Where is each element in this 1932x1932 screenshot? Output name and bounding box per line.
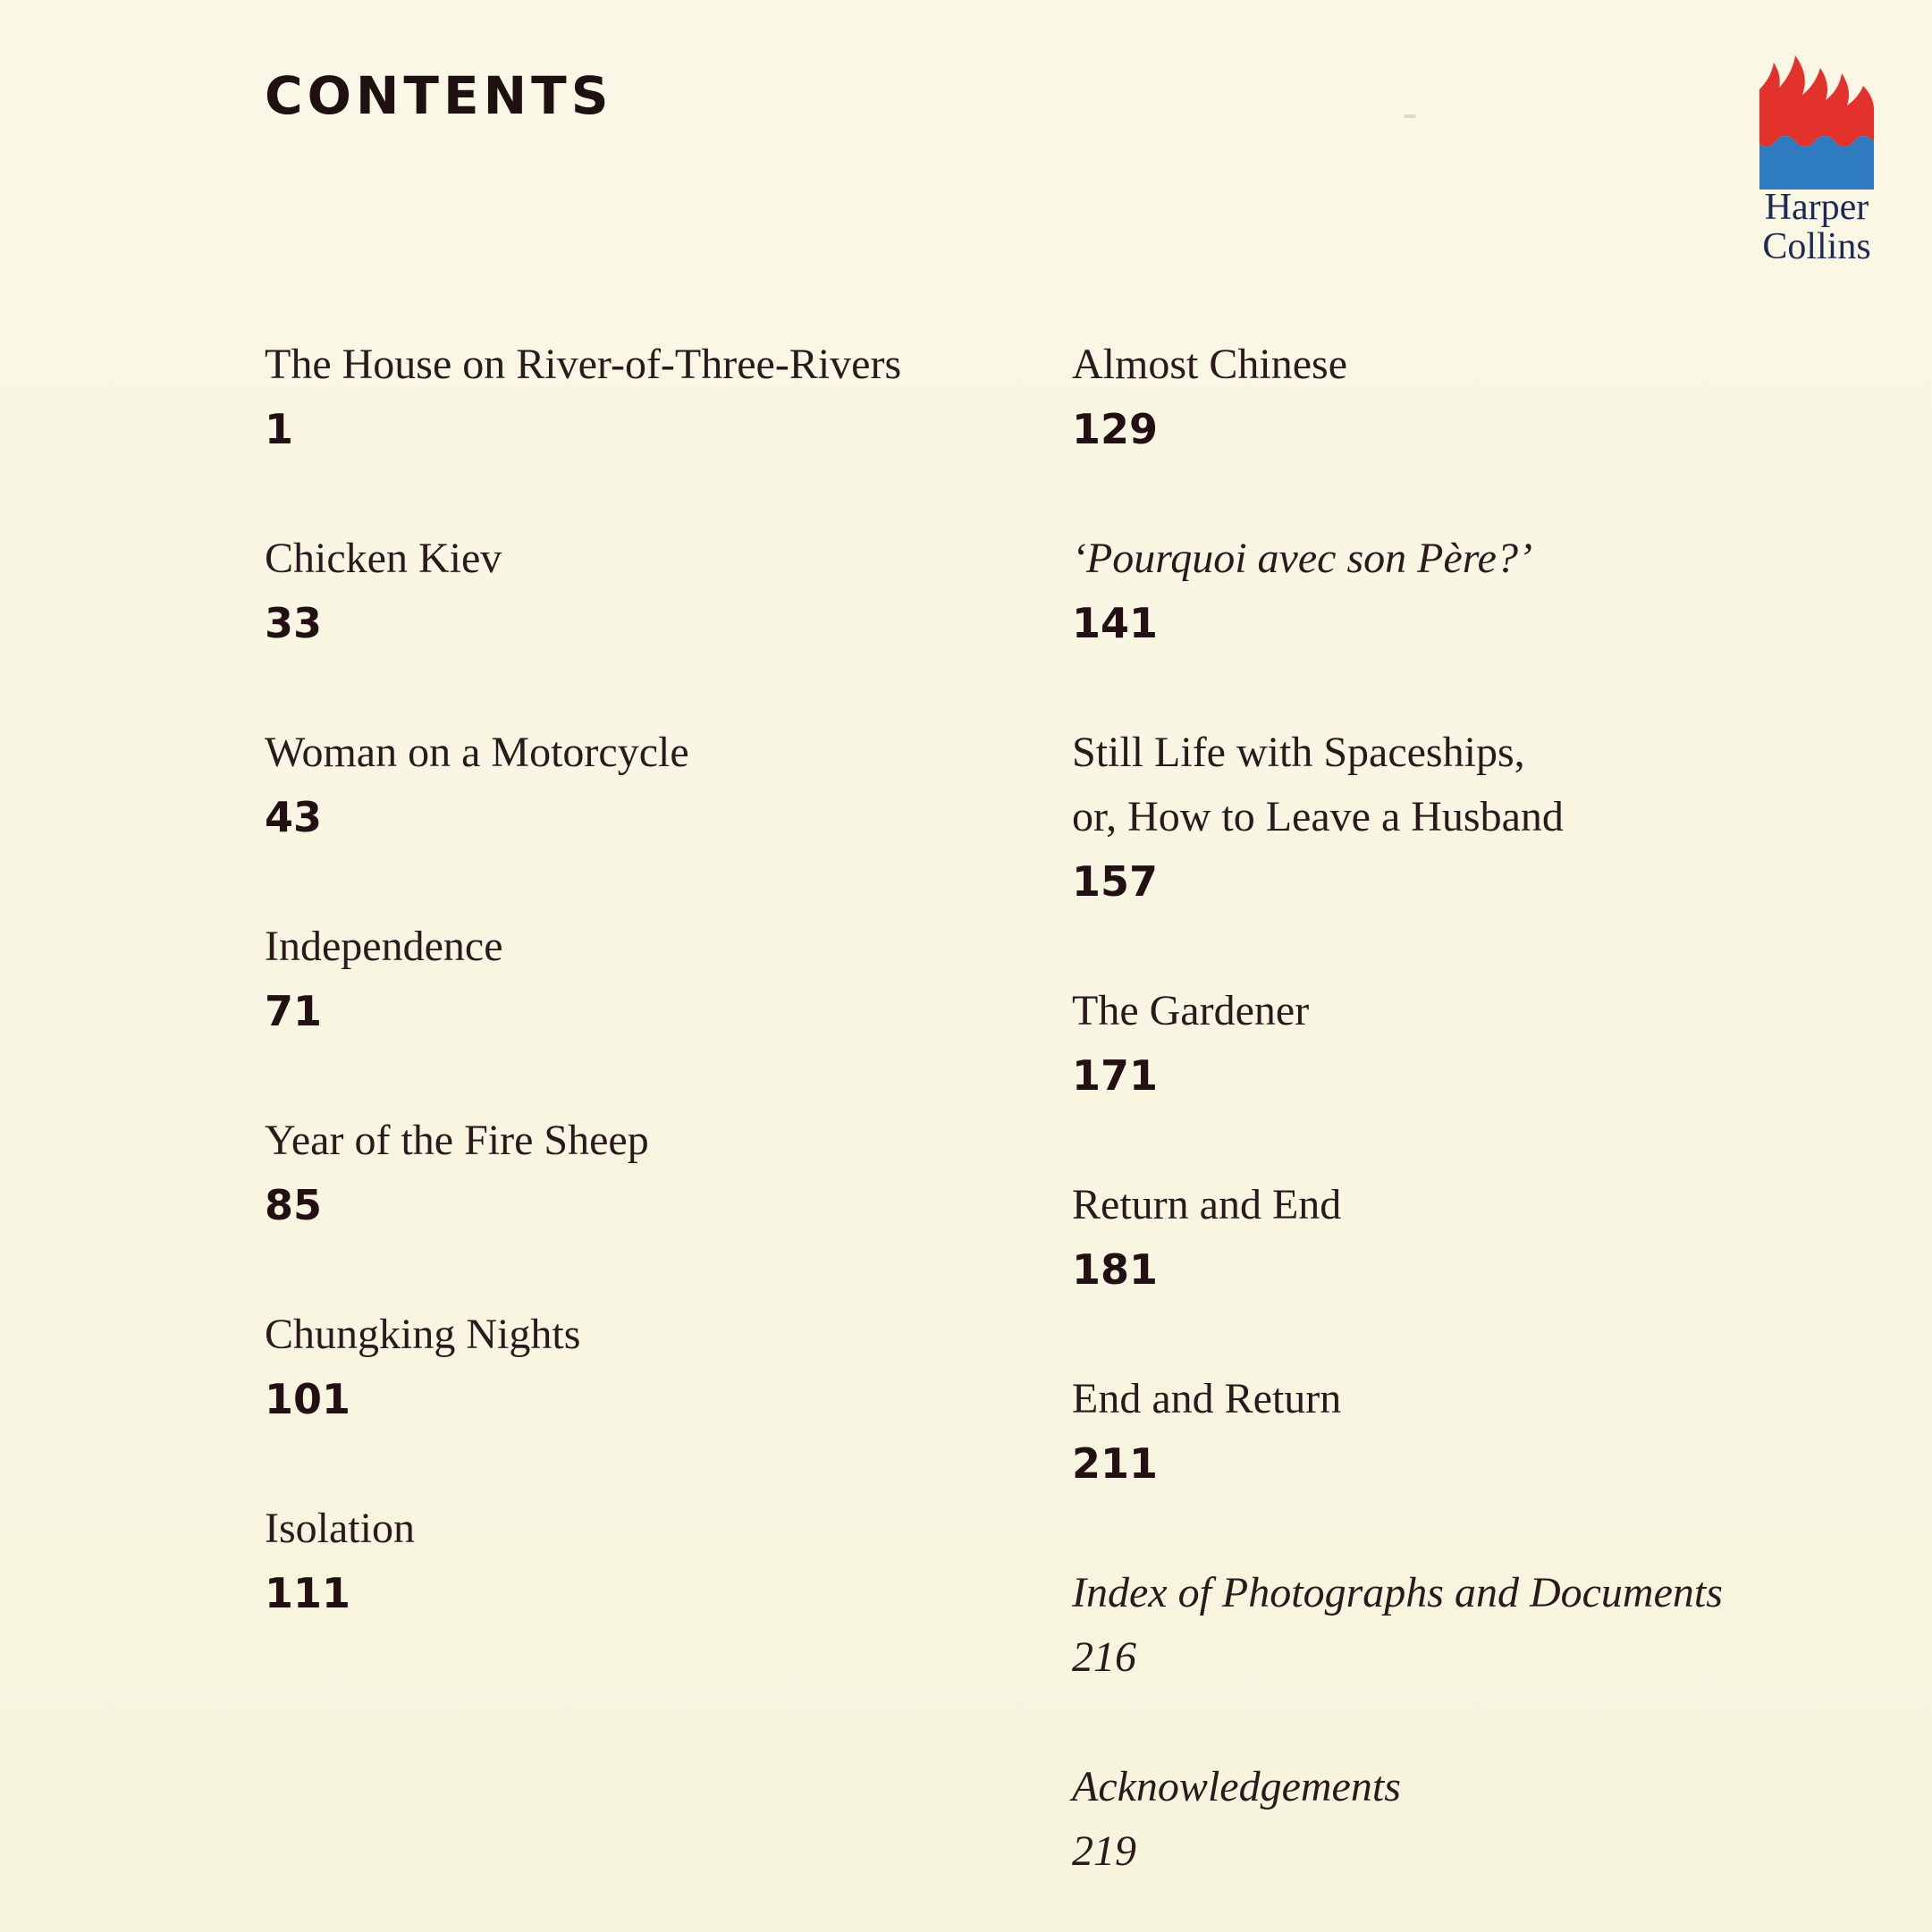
toc-entry-title: Return and End [1072, 1181, 1342, 1228]
publisher-logo-text [1758, 188, 1876, 266]
toc-entry-page: 211 [1072, 1439, 1159, 1488]
toc-entry-title: The Gardener [1072, 987, 1310, 1034]
toc-entry-title: The House on River-of-Three-Rivers [265, 341, 902, 388]
toc-entry-title: End and Return [1072, 1375, 1342, 1422]
toc-entry[interactable] [1072, 333, 1347, 461]
toc-entry-title: Independence [265, 923, 503, 970]
toc-entry[interactable] [265, 1303, 580, 1431]
toc-entry[interactable] [1072, 1173, 1341, 1302]
toc-entry-page: 1 [265, 405, 294, 453]
toc-entry-page: 141 [1072, 599, 1159, 647]
page-title: CONTENTS [265, 65, 613, 126]
toc-entry[interactable] [1072, 1367, 1341, 1496]
toc-entry[interactable] [1072, 1561, 1723, 1690]
toc-entry-page: 111 [265, 1569, 351, 1617]
toc-entry-page: 71 [265, 987, 323, 1035]
toc-entry-title: Chungking Nights [265, 1311, 581, 1358]
toc-entry-page: 219 [1072, 1827, 1136, 1875]
toc-entry-title: Year of the Fire Sheep [265, 1117, 649, 1164]
toc-entry[interactable] [265, 721, 689, 849]
flame-and-water-icon [1758, 55, 1876, 190]
toc-entry-page: 157 [1072, 857, 1159, 906]
toc-entry[interactable] [1072, 527, 1532, 655]
toc-entry-page: 129 [1072, 405, 1159, 453]
toc-entry-title: Index of Photographs and Documents [1072, 1569, 1723, 1616]
toc-entry[interactable] [265, 527, 502, 655]
toc-entry-page: 101 [265, 1375, 351, 1423]
paper-speck [1404, 114, 1416, 118]
toc-entry-title: Still Life with Spaceships, [1072, 729, 1525, 776]
toc-entry[interactable] [265, 1497, 415, 1625]
toc-entry-title: Acknowledgements [1072, 1763, 1401, 1810]
toc-entry-page: 171 [1072, 1051, 1159, 1100]
logo-line-2: Collins [1762, 226, 1871, 267]
harpercollins-logo [1758, 55, 1876, 279]
logo-line-1: Harper [1764, 187, 1869, 228]
toc-entry[interactable] [1072, 721, 1564, 914]
toc-entry-page: 181 [1072, 1245, 1159, 1294]
toc-entry-page: 85 [265, 1181, 323, 1229]
toc-entry-title: Isolation [265, 1505, 415, 1552]
toc-entry[interactable] [1072, 979, 1309, 1108]
toc-entry-title: Woman on a Motorcycle [265, 729, 689, 776]
toc-entry[interactable] [265, 915, 503, 1043]
toc-entry[interactable] [265, 333, 901, 461]
toc-entry-title: ‘Pourquoi avec son Père?’ [1072, 535, 1532, 582]
toc-entry-page: 43 [265, 793, 323, 841]
toc-entry[interactable] [1072, 1755, 1401, 1884]
toc-entry-title: Almost Chinese [1072, 341, 1347, 388]
toc-entry-title: Chicken Kiev [265, 535, 502, 582]
toc-entry-page: 216 [1072, 1633, 1136, 1681]
toc-entry-page: 33 [265, 599, 323, 647]
toc-entry[interactable] [265, 1109, 649, 1237]
toc-entry-title-line-2: or, How to Leave a Husband [1072, 793, 1564, 840]
